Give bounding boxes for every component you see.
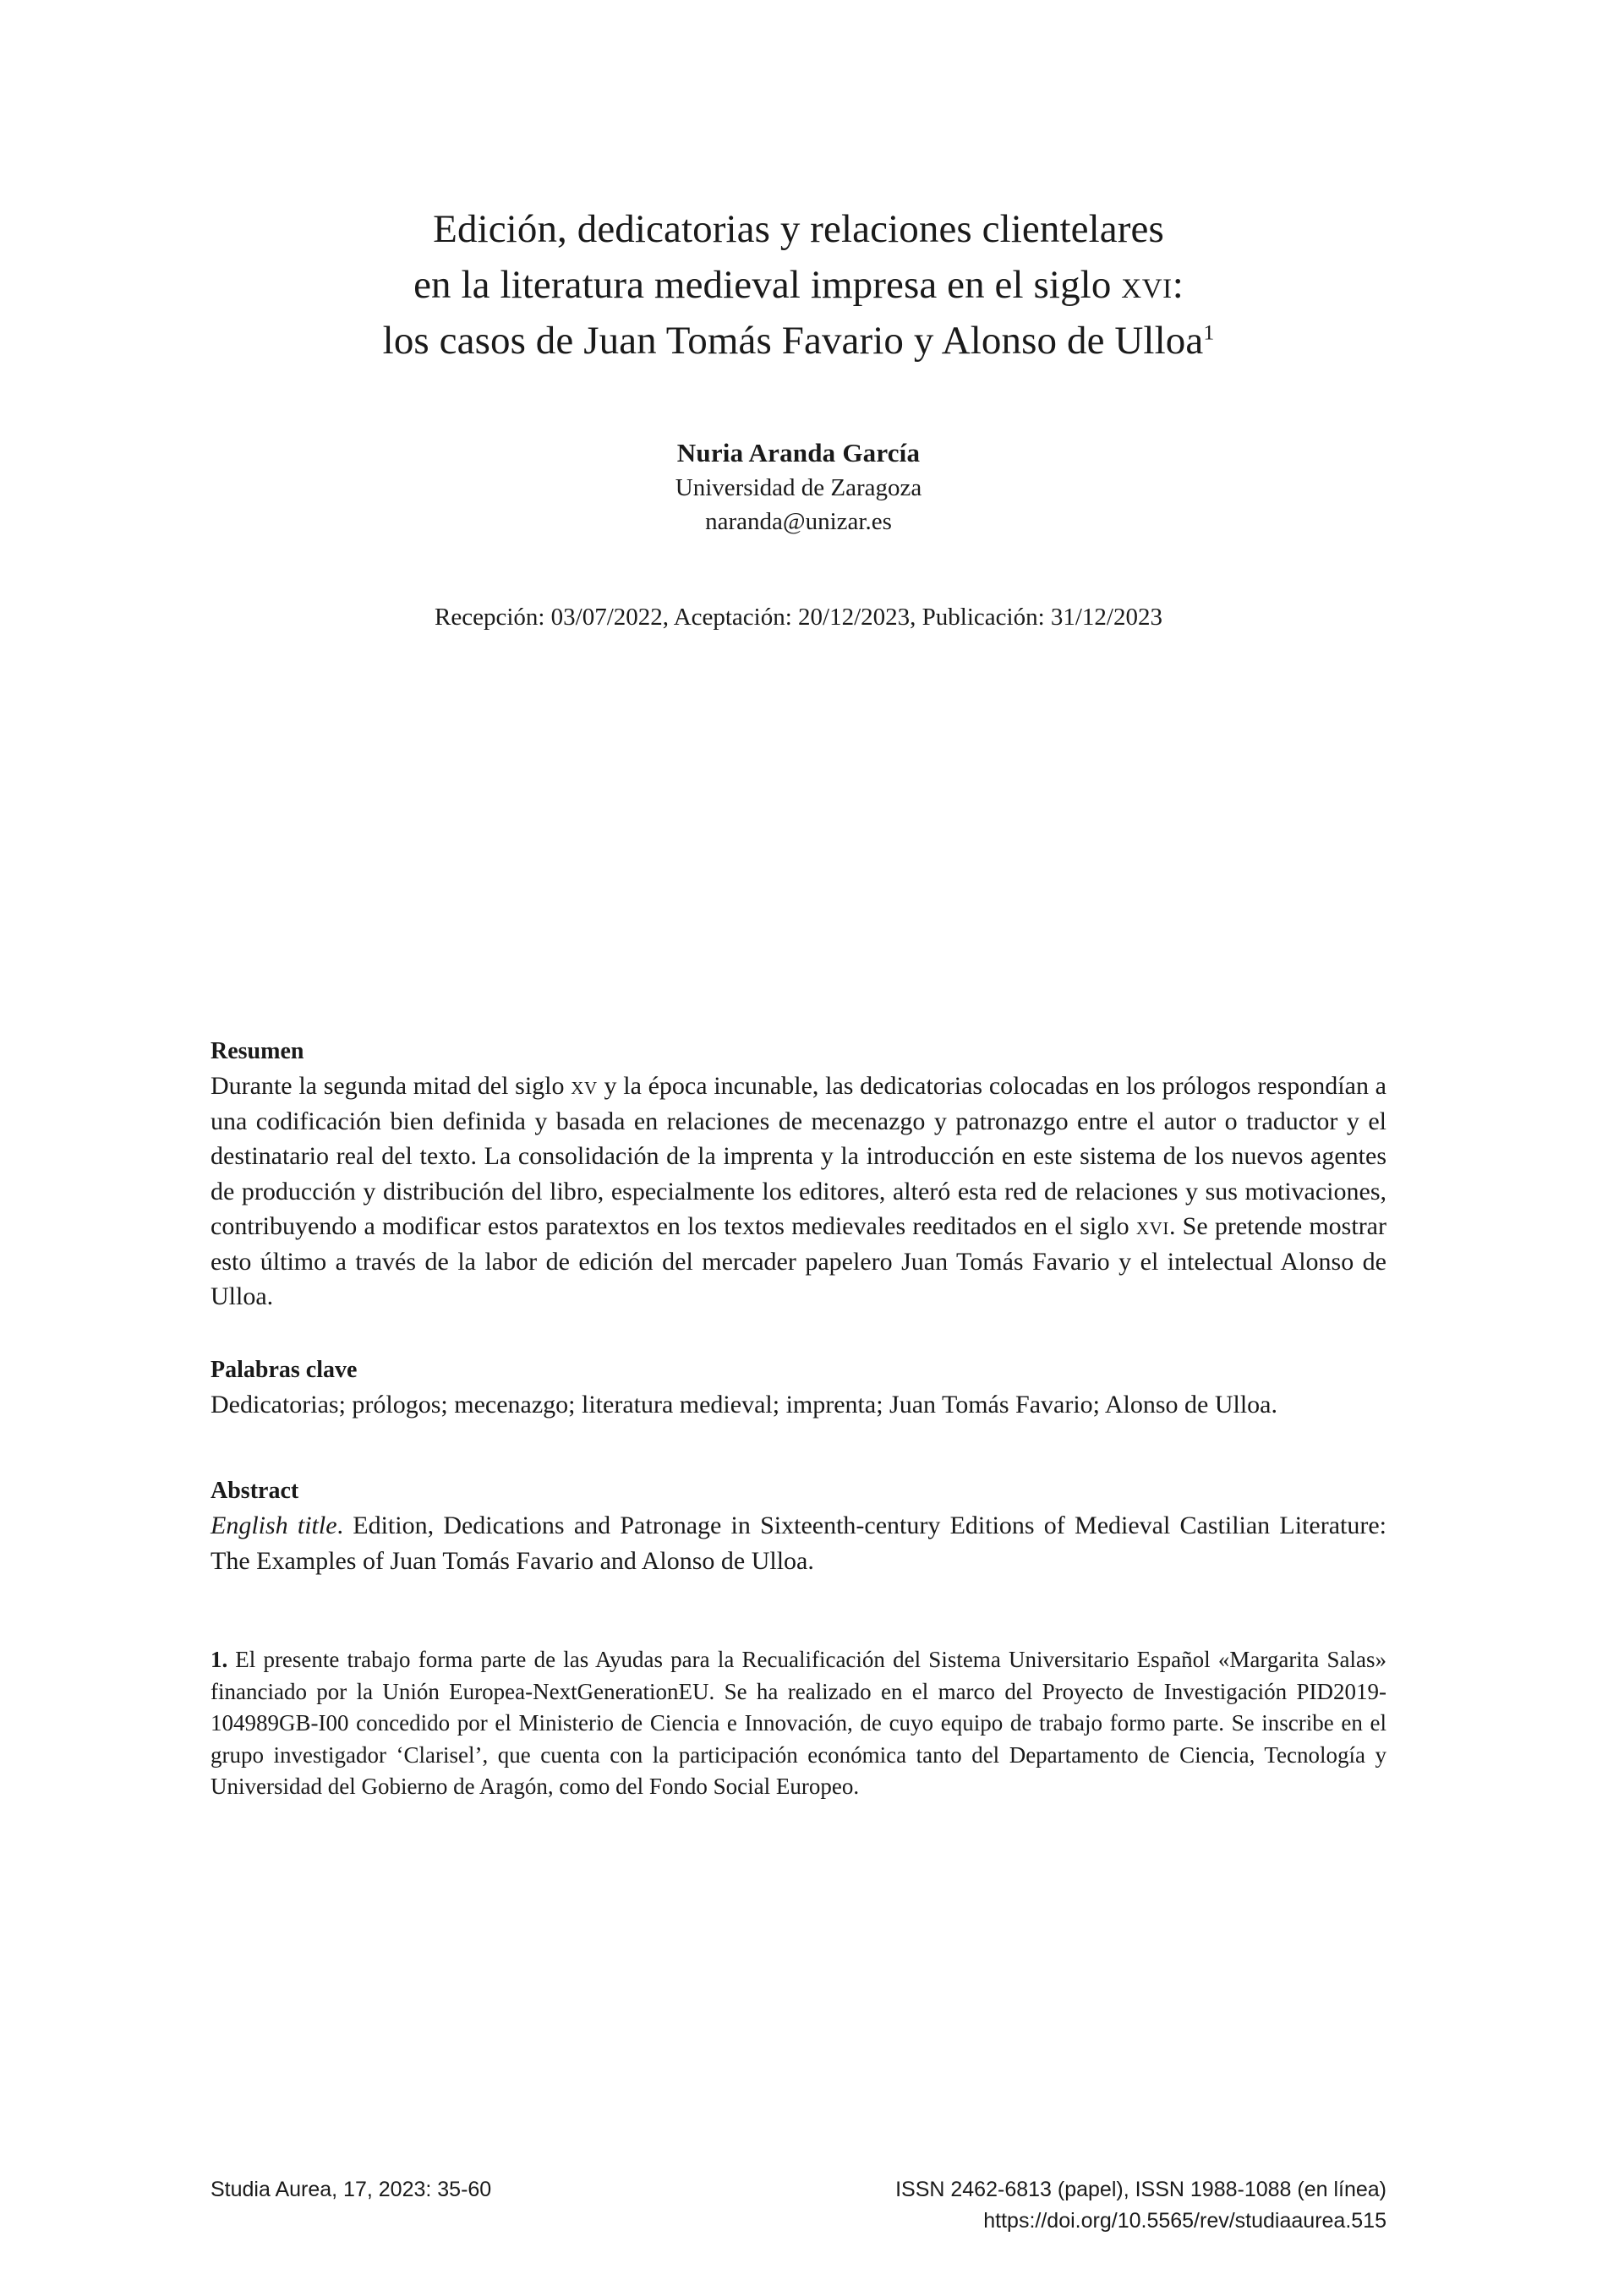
abstract-italic-lead: English title [211,1512,337,1539]
resumen-text-1: Durante la segunda mitad del siglo [211,1072,572,1100]
keywords-section [211,1354,1386,1423]
resumen-heading: Resumen [211,1038,304,1064]
resumen-text-2: y la época incunable, las dedicatorias colocadas en los prólogos respondían a una codificación bien definida y basada en relaciones de mecenazgo y patronazgo entre el autor o traductor y el destinatario real del texto. La consolidación de la imprenta y la introducción en este sistema de los nuevos agentes de producción y distribución del libro, especialmente los editores, alteró esta red de relaciones y sus motivaciones, contribuyendo a modificar estos paratextos en los textos medievales reeditados en el siglo [211,1072,1386,1240]
footer-issn: ISSN 2462-6813 (papel), ISSN 1988-1088 (en línea) [895,2178,1386,2201]
title-line-2 [211,257,1386,313]
abstract-heading: Abstract [211,1478,299,1504]
resumen-century-xvi: xvi [1135,1212,1169,1240]
keywords-body: Dedicatorias; prólogos; mecenazgo; literatura medieval; imprenta; Juan Tomás Favario; Alonso de Ulloa. [211,1390,1277,1419]
article-title [211,201,1386,369]
resumen-text-3: . Se pretende mostrar esto último a través de la labor de edición del mercader papelero Juan Tomás Favario y el intelectual Alonso de Ulloa. [211,1212,1386,1310]
title-line-1: Edición, dedicatorias y relaciones clientelares [433,207,1164,251]
abstract-body [211,1508,1386,1578]
title-century-smallcaps: xvi [1121,263,1173,307]
abstract-text: . Edition, Dedications and Patronage in Sixteenth-century Editions of Medieval Castilian Literature: The Examples of Juan Tomás Favario and Alonso de Ulloa. [211,1512,1386,1575]
title-footnote-marker: 1 [1203,320,1215,345]
footer-journal-reference: Studia Aurea, 17, 2023: 35-60 [211,2178,492,2201]
title-line-3-text: los casos de Juan Tomás Favario y Alonso de Ulloa [382,319,1204,363]
footnote-text: El presente trabajo forma parte de las Ayudas para la Recualificación del Sistema Universitario Español «Margarita Salas» financiado por la Unión Europea-NextGenerationEU. Se ha realizado en el marco del Proyecto de Investigación PID2019-104989GB-I00 concedido por el Ministerio de Ciencia e Innovación, de cuyo equipo de trabajo formo parte. Se inscribe en el grupo investigador ‘Clarisel’, que cuenta con la participación económica tanto del Departamento de Ciencia, Tecnología y Universidad del Gobierno de Aragón, como del Fondo Social Europeo. [211,1647,1386,1799]
author-email: naranda@unizar.es [705,508,892,535]
footnote-number: 1. [211,1647,228,1672]
publication-dates: Recepción: 03/07/2022, Aceptación: 20/12/2023, Publicación: 31/12/2023 [434,604,1162,631]
page-footer [211,2174,1386,2237]
resumen-century-xv: xv [571,1072,598,1100]
title-line-3 [211,313,1386,369]
title-line-2-suffix: : [1172,263,1184,307]
abstract-section [211,1475,1386,1578]
resumen-section [211,1036,1386,1315]
footer-identifiers [895,2174,1386,2237]
footnote-1 [211,1644,1386,1803]
author-block [211,435,1386,538]
author-name: Nuria Aranda García [676,438,921,467]
page-content-column [211,0,1386,1803]
author-affiliation: Universidad de Zaragoza [675,474,922,501]
footer-doi-link[interactable]: https://doi.org/10.5565/rev/studiaaurea.515 [983,2209,1386,2233]
resumen-body [211,1069,1386,1315]
title-line-2-text: en la literatura medieval impresa en el siglo [413,263,1122,307]
keywords-heading: Palabras clave [211,1356,358,1383]
